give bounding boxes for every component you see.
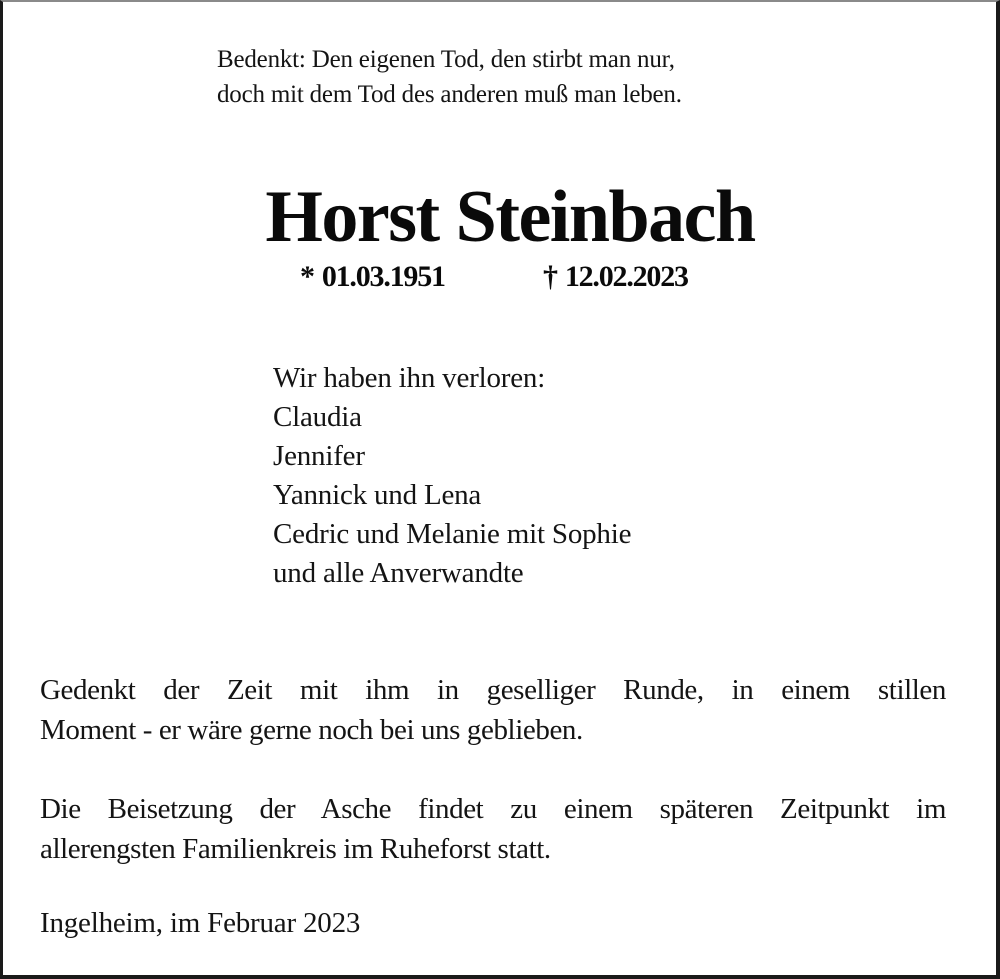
place-and-date: Ingelheim, im Februar 2023	[40, 907, 361, 939]
death-cross-icon: †	[543, 260, 557, 293]
paragraph-line: Gedenkt der Zeit mit ihm in geselliger Runde, in einem stillen	[40, 674, 946, 706]
remembrance-paragraph	[40, 671, 946, 750]
mourners-list	[273, 359, 631, 593]
mourner-name: Jennifer	[273, 440, 365, 472]
opening-quote	[217, 42, 682, 112]
mourner-name: Yannick und Lena	[273, 479, 482, 511]
death-date-block	[543, 257, 688, 297]
quote-line: doch mit dem Tod des anderen muß man leben.	[217, 81, 682, 108]
burial-paragraph	[40, 790, 946, 869]
mourner-name: Claudia	[273, 401, 362, 433]
birth-date-block	[300, 257, 445, 297]
deceased-name: Horst Steinbach	[265, 176, 755, 258]
mourner-name: und alle Anverwandte	[273, 557, 524, 589]
mourner-name: Cedric und Melanie mit Sophie	[273, 518, 632, 550]
birth-date: 01.03.1951	[321, 260, 445, 293]
paragraph-line: allerengsten Familienkreis im Ruheforst statt.	[40, 832, 551, 865]
paragraph-line: Moment - er wäre gerne noch bei uns geblieben.	[40, 713, 583, 746]
mourners-intro: Wir haben ihn verloren:	[273, 362, 546, 394]
birth-star-icon: *	[300, 260, 314, 293]
death-date: 12.02.2023	[564, 260, 688, 293]
quote-line: Bedenkt: Den eigenen Tod, den stirbt man nur,	[217, 46, 675, 73]
paragraph-line: Die Beisetzung der Asche findet zu einem späteren Zeitpunkt im	[40, 793, 946, 825]
